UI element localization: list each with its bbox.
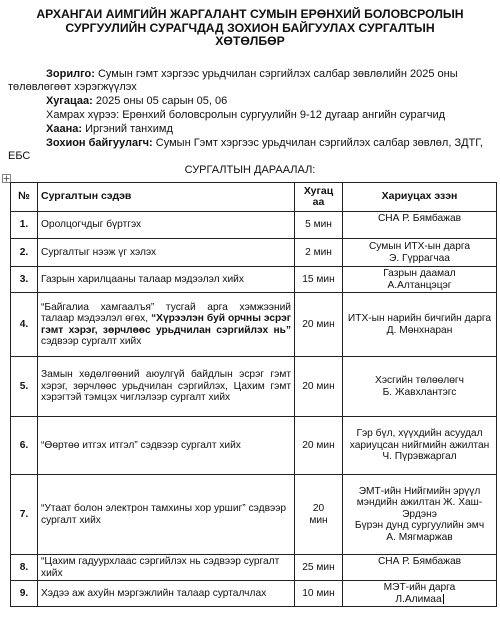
duration-line: мин bbox=[309, 514, 328, 526]
row-duration: 15 мин bbox=[295, 267, 343, 293]
responsible-line: А. Мягмаржав bbox=[386, 531, 453, 543]
scope-label: Хамрах хүрээ: bbox=[46, 109, 120, 121]
row-num: 4. bbox=[11, 293, 38, 357]
scope-paragraph bbox=[8, 109, 494, 122]
row-num: 6. bbox=[11, 417, 38, 475]
header-responsible: Хариуцах эзэн bbox=[343, 183, 497, 212]
responsible-text: Л.Алимаа bbox=[395, 593, 442, 605]
responsible-line[interactable] bbox=[346, 594, 493, 606]
table-row bbox=[11, 417, 497, 475]
row-responsible bbox=[343, 267, 497, 293]
sequence-title: СУРГАЛТЫН ДАРААЛАЛ: bbox=[184, 164, 316, 176]
table-row bbox=[11, 555, 497, 581]
header-num: № bbox=[11, 183, 38, 212]
place-paragraph bbox=[8, 123, 494, 136]
topic-part: “Байгалиа хамгаалъя” тусгай арга хэмжээний талаар мэдээлэл өгөх, bbox=[41, 301, 291, 324]
row-duration: 2 мин bbox=[295, 239, 343, 267]
title-line-3: ХӨТӨЛБӨР bbox=[215, 34, 285, 48]
date-text: 2025 оны 05 сарын 05, 06 bbox=[95, 95, 228, 107]
row-num: 3. bbox=[11, 267, 38, 293]
row-responsible bbox=[343, 581, 497, 607]
table-row bbox=[11, 267, 497, 293]
place-text: Иргэний танхимд bbox=[85, 123, 173, 135]
header-duration-l2: аа bbox=[312, 196, 325, 208]
responsible-line: Э. Гүррагчаа bbox=[389, 252, 450, 264]
header-duration-l1: Хугац bbox=[303, 184, 334, 197]
title-line-1: АРХАНГАИ АИМГИЙН ЖАРГАЛАНТ СУМЫН ЕРӨНХИЙ БОЛОВСРОЛЫН bbox=[36, 7, 464, 21]
row-topic: Замын хөдөлгөөний аюулгүй байдлын эсрэг гэмт хэрэг, зөрчлөөс урьдчилан сэргийлэх, Цахим гэмт хэрэгтэй тэмцэх чиглэлээр сургалт хийх bbox=[38, 357, 295, 417]
date-label: Хугацаа: bbox=[46, 95, 93, 107]
responsible-line: СНА Р. Бямбажав bbox=[377, 556, 462, 567]
row-responsible bbox=[343, 357, 497, 417]
responsible-line: А.Алтанцэцэг bbox=[387, 279, 452, 291]
goal-text: Сумын гэмт хэргээс урьдчилан сэргийлэх салбар зөвлөлийн 2025 оны төлөвлөгөөт хэрэгжүүлэх bbox=[8, 68, 458, 93]
table-row bbox=[11, 357, 497, 417]
row-num: 9. bbox=[11, 581, 38, 607]
row-topic: Газрын харилцааны талаар мэдээлэл хийх bbox=[38, 267, 295, 293]
row-topic: Хэдээ аж ахуйн мэргэжлийн талаар сурталчлах bbox=[38, 581, 295, 607]
row-duration: 20 мин bbox=[295, 417, 343, 475]
table-row bbox=[11, 212, 497, 239]
row-num: 5. bbox=[11, 357, 38, 417]
header-duration bbox=[295, 183, 343, 212]
responsible-line: Д. Мөнхнаран bbox=[386, 324, 453, 336]
row-topic: Оролцогчдыг бүртгэх bbox=[38, 212, 295, 239]
responsible-line: Б. Жавхлантэгс bbox=[382, 386, 457, 398]
row-topic: “Өөртөө итгэх итгэл” сэдвээр сургалт хийх bbox=[38, 417, 295, 475]
row-duration: 5 мин bbox=[295, 212, 343, 239]
responsible-line: Гэр бүл, хүүхдийн асуудал хариуцсан нийгмийн ажилтан bbox=[349, 428, 490, 451]
goal-paragraph bbox=[8, 68, 494, 94]
row-duration bbox=[295, 475, 343, 555]
row-duration: 25 мин bbox=[295, 555, 343, 581]
scope-text: Ерөнхий боловсролын сургуулийн 9-12 дугаар ангийн сурагчид bbox=[122, 109, 446, 121]
responsible-line: МЭТ-ийн дарга bbox=[383, 582, 456, 593]
row-num: 2. bbox=[11, 239, 38, 267]
responsible-line: Бүрэн дунд сургуулийн эмч bbox=[354, 520, 485, 532]
schedule-table bbox=[10, 182, 497, 607]
table-row bbox=[11, 239, 497, 267]
table-row bbox=[11, 293, 497, 357]
table-row bbox=[11, 581, 497, 607]
table-row bbox=[11, 475, 497, 555]
row-responsible bbox=[343, 293, 497, 357]
organizer-text: Сумын Гэмт хэргээс урьдчилан сэргийлэх салбар зөвлөл, ЗДТГ, ЕБС bbox=[8, 137, 483, 162]
row-topic: Сургалтыг нээж үг хэлэх bbox=[38, 239, 295, 267]
goal-label: Зорилго: bbox=[46, 68, 95, 80]
responsible-line: Хэсгийн төлөөлөгч bbox=[375, 375, 464, 386]
row-duration: 20 мин bbox=[295, 357, 343, 417]
responsible-line: ИТХ-ын нарийн бичгийн дарга bbox=[347, 313, 492, 324]
header-topic bbox=[38, 183, 295, 212]
responsible-line: Ч. Пүрэвжаргал bbox=[382, 451, 457, 463]
responsible-line: Сумын ИТХ-ын дарга bbox=[368, 241, 471, 252]
table-header-row bbox=[11, 183, 497, 212]
row-responsible bbox=[343, 417, 497, 475]
row-topic: “Цахим гадуурхлаас сэргийлэх нь сэдвээр сургалт хийх bbox=[38, 555, 295, 581]
row-topic: “Утаат болон электрон тамхины хор уршиг” сэдвээр сургалт хийх bbox=[38, 475, 295, 555]
text-cursor bbox=[443, 594, 444, 604]
responsible-line: ЭМТ-ийн Нийгмийн эрүүл мэндийн ажилтан Ж. Хаш-Эрдэнэ bbox=[356, 485, 483, 520]
duration-line: 20 bbox=[312, 503, 325, 514]
document-title bbox=[0, 8, 500, 49]
organizer-label: Зохион байгуулагч: bbox=[46, 137, 153, 149]
row-responsible bbox=[343, 475, 497, 555]
row-num: 1. bbox=[11, 212, 38, 239]
row-topic bbox=[38, 293, 295, 357]
responsible-line: Газрын даамал bbox=[383, 268, 456, 279]
row-responsible bbox=[343, 212, 497, 239]
row-duration: 20 мин bbox=[295, 293, 343, 357]
header-topic-label: Сургалтын сэдэв bbox=[41, 190, 132, 203]
topic-part: сэдвээр сургалт хийх bbox=[41, 336, 142, 347]
row-responsible bbox=[343, 555, 497, 581]
row-num: 7. bbox=[11, 475, 38, 555]
row-num: 8. bbox=[11, 555, 38, 581]
date-paragraph bbox=[8, 95, 494, 108]
row-responsible bbox=[343, 239, 497, 267]
organizer-paragraph bbox=[8, 137, 494, 163]
row-duration: 10 мин bbox=[295, 581, 343, 607]
topic-part-bold: “Хүрээлэн буй орчны эсрэг гэмт хэрэг, зөрчлөөс урьдчилан сэргийлэх нь” bbox=[41, 313, 291, 336]
responsible-line: СНА Р. Бямбажав bbox=[377, 213, 462, 224]
place-label: Хаана: bbox=[46, 123, 82, 135]
title-line-2: СУРГУУЛИЙН СУРАГЧДАД ЗОХИОН БАЙГУУЛАХ СУРГАЛТЫН bbox=[65, 20, 435, 35]
